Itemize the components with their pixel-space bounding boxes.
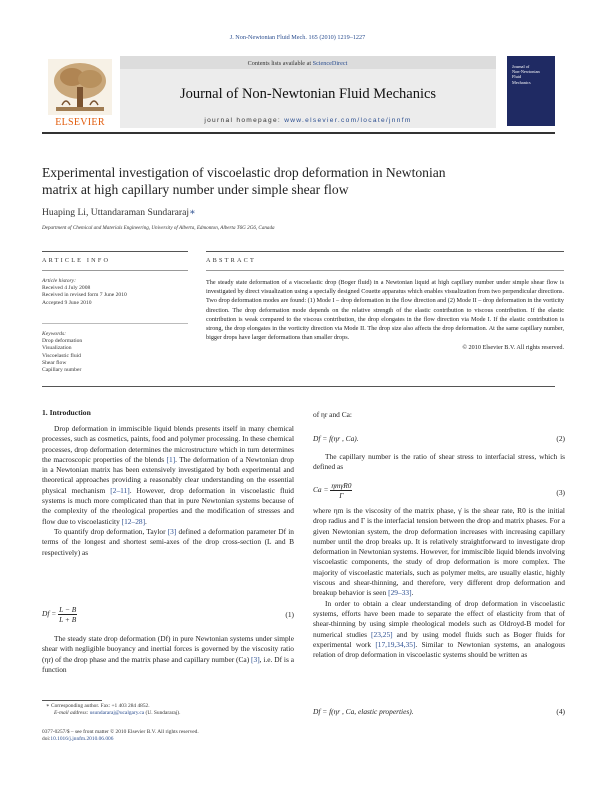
- sciencedirect-link[interactable]: ScienceDirect: [312, 60, 348, 67]
- text-run: . However, drop deformation in viscoelastic fluid systems is much more complicated than that in pure Newtonian systems because of the complexity of the rheological properties and the modification of stresses and flow due to viscoelasticity: [42, 485, 294, 526]
- abstract-rule: [206, 251, 564, 252]
- text-run: .: [145, 516, 147, 526]
- section-heading-introduction: 1. Introduction: [42, 408, 91, 417]
- email-label: E-mail address:: [54, 710, 90, 717]
- eq3-numerator: ηmγ̇R0: [331, 481, 352, 490]
- cover-title-line: Fluid: [512, 74, 522, 80]
- doi-label: doi:: [42, 736, 51, 743]
- text-run: .: [411, 588, 414, 598]
- eq2-expression: Df = f(ηr , Ca).: [313, 434, 359, 443]
- abstract-body: The steady state deformation of a viscoelastic drop (Boger fluid) in a Newtonian liquid at high capillary number under simple shear flow is investigated by direct visualization using a specially designed Couette apparatus which enables visualization from two perpendicular directions. Two drop deformation modes are found: (1) Mode I – drop deformation in the flow direction and (2) Mode II – drop deformation in the vorticity direction. The drop deformation mode depends on the relative strength of the elastic contribution to viscous contribution. If the elastic contribution is weak compared to the viscous contribution, the drop elongates in the flow direction via Mode I. If the elastic contribution is strong, the drop elongates in the vorticity direction via Mode II. The drop size also affects the drop deformation. At the same capillary number, bigger drops have larger deformations than smaller drops.: [206, 279, 564, 342]
- homepage-prefix: journal homepage:: [204, 117, 285, 124]
- keywords: [42, 331, 192, 374]
- header-rule: [42, 132, 555, 134]
- corresponding-author-note: ∗ Corresponding author. Fax: +1 403 284 4852.: [46, 703, 150, 709]
- abstract-heading: ABSTRACT: [206, 257, 256, 264]
- author-list: [42, 207, 196, 218]
- corresponding-author-mark[interactable]: ∗: [189, 207, 196, 218]
- keyword-item: Viscoelastic fluid: [42, 352, 81, 359]
- cover-title: [512, 64, 552, 85]
- article-history: [42, 278, 192, 307]
- citation-link[interactable]: [1]: [166, 454, 176, 464]
- equation-2-number: (2): [556, 434, 565, 443]
- email-line: [46, 710, 296, 717]
- abstract-text: [206, 278, 564, 353]
- text-run: The steady state drop deformation (Df) in pure Newtonian systems under simple shear with negligible buoyancy and inertial forces is governed by the viscosity ratio (ηr) of the drop phase and the matrix phase and capillary number (Ca): [42, 634, 294, 664]
- keyword-item: Drop deformation: [42, 338, 83, 345]
- text-run: Drop deformation in immiscible liquid blends presents itself in many chemical processes, such as cosmetics, paints, food and polymer processing. In these chemical processes, drop deformation determines the microstructure which in turn determines the macroscopic properties of the blends: [42, 424, 294, 464]
- cover-title-line: Journal of: [512, 64, 530, 69]
- email-link[interactable]: usundararaj@ucalgary.ca: [89, 710, 145, 717]
- paragraph: [313, 506, 565, 599]
- footnote-rule: [42, 700, 102, 701]
- keyword-item: Capillary number: [42, 367, 82, 374]
- elsevier-wordmark: ELSEVIER: [55, 117, 105, 128]
- intro-column-right-lead: [313, 410, 565, 420]
- intro-column-left: [42, 424, 294, 558]
- citation-link[interactable]: [12–28]: [121, 516, 146, 526]
- citation-link[interactable]: [29–33]: [388, 588, 412, 598]
- authors-text: Huaping Li, Uttandaraman Sundararaj: [42, 207, 190, 218]
- journal-title: Journal of Non-Newtonian Fluid Mechanics: [179, 86, 437, 102]
- eq3-lhs: Ca =: [313, 485, 329, 495]
- cover-title-line: Non-Newtonian: [512, 69, 540, 75]
- text-run: where ηm is the viscosity of the matrix phase, γ̇ is the shear rate, R0 is the initial drop radius and Γ is the interfacial tension between the drop and matrix phases. For a given Newtonian system, the drop deformation increases with increasing capillary number until the drop breaks up. It is relatively straightforward to investigate drop deformation in Newtonian systems. However, for immiscible liquid blends involving viscoelastic components, the study of drop deformation is more complex. The majority of viscoelastic materials, such as polymer melts, are usually elastic, highly viscous and shear-thinning, and therefore, very different drop deformation and breakup behavior is seen: [313, 506, 565, 598]
- text-run: defined a deformation parameter Df in terms of the longest and shortest semi-axes of the drop cross-section (L and B respectively) as: [42, 526, 294, 557]
- paragraph: The capillary number is the ratio of shear stress to interfacial stress, which is defined as: [313, 452, 565, 472]
- equation-2: [313, 434, 359, 443]
- eq3-fraction: [330, 481, 352, 500]
- citation-link[interactable]: [23,25]: [371, 629, 393, 639]
- intro-column-right-p4: [313, 452, 565, 473]
- journal-homepage: [120, 117, 496, 124]
- text-run: , i.e. Df is a function: [42, 654, 294, 674]
- eq1-fraction: [58, 605, 77, 624]
- eq1-denominator: L + B: [59, 615, 77, 624]
- email-suffix: (U. Sundararaj).: [144, 710, 181, 717]
- abstract-subrule: [206, 270, 564, 271]
- paragraph: [313, 599, 565, 661]
- intro-column-left-cont: [42, 634, 294, 675]
- article-title-line: Experimental investigation of viscoelastic drop deformation in Newtonian: [42, 165, 446, 180]
- article-info-subrule: [42, 270, 188, 271]
- cover-title-line: Mechanics: [512, 79, 531, 85]
- history-item: Received 4 July 2008: [42, 285, 91, 292]
- paragraph: of ηr and Ca:: [313, 410, 352, 419]
- copyright-notice: © 2010 Elsevier B.V. All rights reserved.: [462, 344, 564, 352]
- eq3-denominator: Γ: [339, 491, 344, 500]
- paragraph: [42, 424, 294, 527]
- eq1-lhs: Df =: [42, 609, 57, 619]
- affiliation: Department of Chemical and Materials Engineering, University of Alberta, Edmonton, Alberta T6G 2G6, Canada: [42, 225, 275, 231]
- equation-3-number: (3): [556, 488, 565, 497]
- text-run: . Similar to Newtonian systems, an analogous relation of drop deformation in viscoelastic systems should be written as: [313, 639, 565, 660]
- intro-column-right-body: [313, 506, 565, 660]
- front-matter-rule: [42, 386, 555, 387]
- article-title: [42, 164, 555, 198]
- article-title-line: matrix at high capillary number under simple shear flow: [42, 182, 349, 197]
- journal-citation: J. Non-Newtonian Fluid Mech. 165 (2010) 1219–1227: [229, 34, 366, 41]
- issn-doi: [42, 729, 342, 744]
- history-item: Accepted 9 June 2010: [42, 299, 92, 306]
- keyword-item: Visualization: [42, 345, 72, 352]
- history-label: Article history:: [42, 278, 77, 284]
- text-run: In order to obtain a clear understanding of drop deformation in viscoelastic systems, efforts have been made to separate the effect of elasticity from that of shear-thinning by using simple rheological models such as Oldroyd-B model for numerical studies: [313, 598, 565, 639]
- text-run: To quantify drop deformation, Taylor: [54, 526, 168, 536]
- equation-4: [313, 707, 414, 716]
- homepage-link[interactable]: www.elsevier.com/locate/jnnfm: [284, 117, 412, 124]
- keyword-item: Shear flow: [42, 359, 67, 366]
- citation-link[interactable]: [3]: [251, 654, 260, 664]
- issn-line: 0377-0257/$ – see front matter © 2010 Elsevier B.V. All rights reserved.: [42, 729, 199, 735]
- keywords-rule: [42, 323, 188, 324]
- contents-prefix: Contents lists available at: [247, 60, 313, 67]
- paragraph: [42, 527, 294, 558]
- keywords-label: Keywords:: [42, 331, 67, 337]
- equation-1: [42, 605, 77, 624]
- text-run: . The deformation of a Newtonian drop in a Newtonian matrix has been extensively investigated by both experimental and theoretical approaches providing a reasonably clear understanding on the essential physical mechanism: [42, 454, 295, 495]
- equation-1-number: (1): [285, 610, 294, 619]
- eq4-expression: Df = f(ηr , Ca, elastic properties).: [313, 707, 414, 716]
- doi-line: [42, 736, 342, 743]
- equation-4-number: (4): [556, 707, 565, 716]
- article-info-rule: [42, 251, 188, 252]
- text-run: and by using model fluids such as Boger fluids for experimental work: [313, 629, 565, 649]
- footnote: [46, 703, 296, 718]
- citation-link[interactable]: [3]: [167, 526, 177, 536]
- history-item: Received in revised form 7 June 2010: [42, 292, 127, 299]
- citation-link[interactable]: [17,19,34,35]: [375, 639, 416, 649]
- paragraph: [42, 634, 294, 675]
- equation-3: [313, 481, 352, 500]
- citation-link[interactable]: [2–11]: [110, 485, 130, 495]
- article-info-heading: ARTICLE INFO: [42, 257, 111, 264]
- eq1-numerator: L − B: [59, 605, 77, 614]
- doi-link[interactable]: 10.1016/j.jnnfm.2010.06.006: [50, 736, 114, 743]
